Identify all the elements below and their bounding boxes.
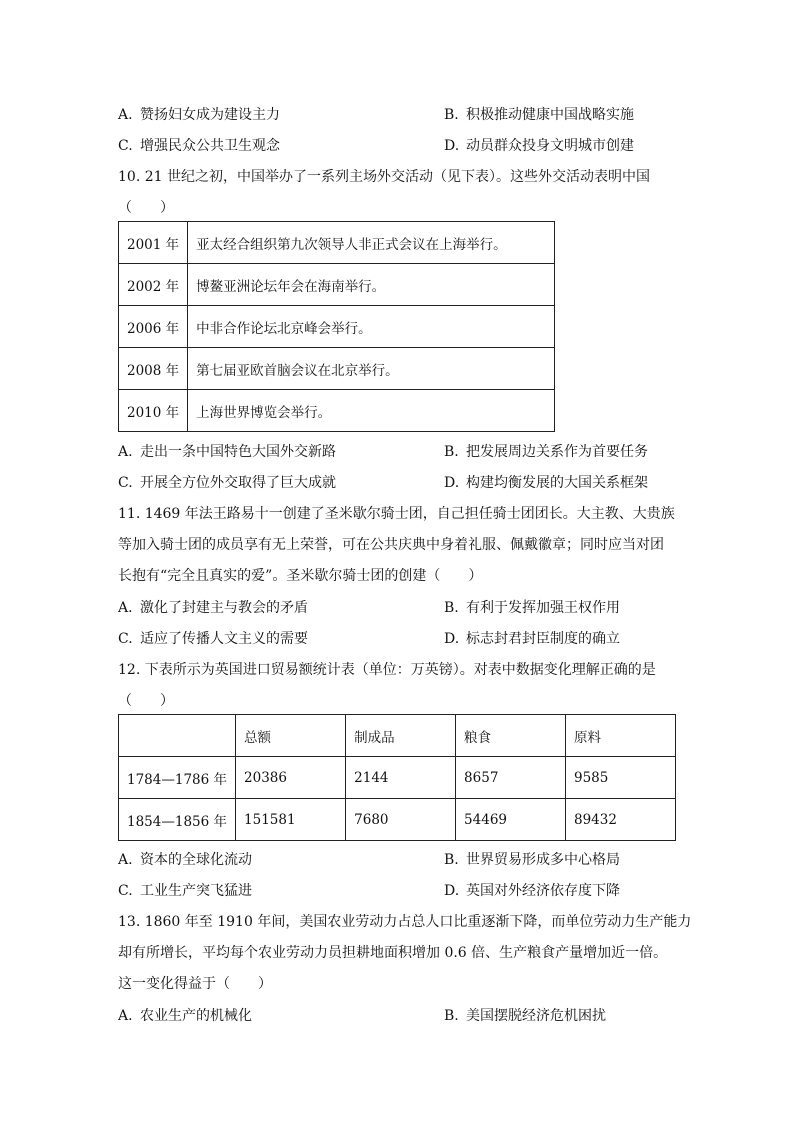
- q13-stem-line1: 13. 1860 年至 1910 年间，美国农业劳动力占总人口比重逐渐下降，而单位劳动力生产能力: [118, 914, 692, 930]
- q13-option-a: A. 农业生产的机械化: [118, 1008, 252, 1024]
- q11-option-d: D. 标志封君封臣制度的确立: [444, 631, 620, 647]
- q12-table: [118, 714, 676, 841]
- q11-stem-line3: 长抱有“完全且真实的爱”。圣米歇尔骑士团的创建（ ）: [118, 568, 483, 584]
- q10-option-c: C. 开展全方位外交取得了巨大成就: [118, 475, 336, 491]
- q12-option-a: A. 资本的全球化流动: [118, 852, 252, 868]
- q10-option-b: B. 把发展周边关系作为首要任务: [444, 444, 648, 460]
- q13-stem-line2: 却有所增长，平均每个农业劳动力员担耕地面积增加 0.6 倍、生产粮食产量增加近一倍。: [118, 945, 668, 961]
- table-header-row: 总额 制成品 粮食 原料: [119, 715, 676, 757]
- q10-option-a: A. 走出一条中国特色大国外交新路: [118, 444, 336, 460]
- q9-option-a: A. 赞扬妇女成为建设主力: [118, 107, 280, 123]
- table-row: 2002 年 博鳌亚洲论坛年会在海南举行。: [119, 264, 555, 306]
- q11-option-a: A. 激化了封建主与教会的矛盾: [118, 600, 308, 616]
- table-row: 2001 年 亚太经合组织第九次领导人非正式会议在上海举行。: [119, 222, 555, 264]
- q11-stem-line2: 等加入骑士团的成员享有无上荣誉，可在公共庆典中身着礼服、佩戴徽章；同时应当对团: [118, 537, 664, 553]
- q11-option-b: B. 有利于发挥加强王权作用: [444, 600, 620, 616]
- q12-answer-paren: （ ）: [118, 693, 174, 709]
- q12-option-b: B. 世界贸易形成多中心格局: [444, 852, 620, 868]
- table-row: 2006 年 中非合作论坛北京峰会举行。: [119, 306, 555, 348]
- q10-answer-paren: （ ）: [118, 200, 174, 216]
- q9-option-d: D. 动员群众投身文明城市创建: [444, 138, 634, 154]
- table-row: 1854—1856 年 151581 7680 54469 89432: [119, 799, 676, 841]
- q12-stem: 12. 下表所示为英国进口贸易额统计表（单位：万英镑）。对表中数据变化理解正确的是: [118, 662, 656, 678]
- table-row: 2008 年 第七届亚欧首脑会议在北京举行。: [119, 348, 555, 390]
- q10-stem: 10. 21 世纪之初，中国举办了一系列主场外交活动（见下表）。这些外交活动表明中国: [118, 169, 650, 185]
- q11-stem-line1: 11. 1469 年法王路易十一创建了圣米歇尔骑士团，自己担任骑士团团长。大主教、大贵族: [118, 506, 675, 522]
- table-row: 2010 年 上海世界博览会举行。: [119, 390, 555, 432]
- q11-option-c: C. 适应了传播人文主义的需要: [118, 631, 308, 647]
- q9-option-c: C. 增强民众公共卫生观念: [118, 138, 280, 154]
- q9-option-b: B. 积极推动健康中国战略实施: [444, 107, 634, 123]
- q12-option-c: C. 工业生产突飞猛进: [118, 883, 252, 899]
- q12-option-d: D. 英国对外经济依存度下降: [444, 883, 620, 899]
- q13-stem-line3: 这一变化得益于（ ）: [118, 976, 272, 992]
- table-row: 1784—1786 年 20386 2144 8657 9585: [119, 757, 676, 799]
- q10-table: [118, 221, 555, 432]
- q10-option-d: D. 构建均衡发展的大国关系框架: [444, 475, 648, 491]
- q13-option-b: B. 美国摆脱经济危机困扰: [444, 1008, 606, 1024]
